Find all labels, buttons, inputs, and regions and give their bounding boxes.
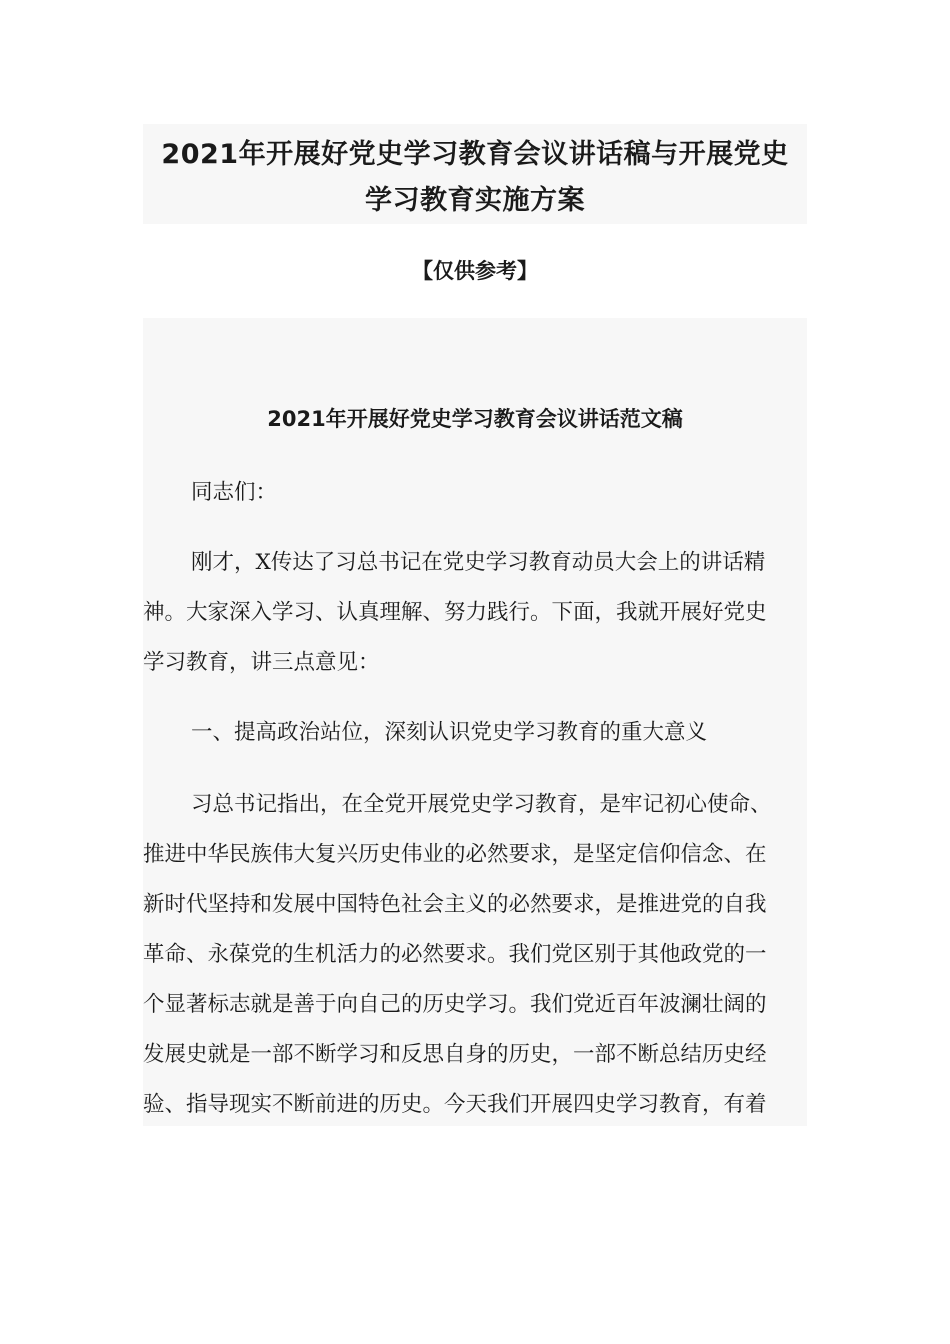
paragraph-line: 验、指导现实不断前进的历史。今天我们开展四史学习教育，有着 — [143, 1092, 767, 1117]
paragraph-line: 发展史就是一部不断学习和反思自身的历史，一部不断总结历史经 — [143, 1042, 767, 1067]
paragraph-line: 新时代坚持和发展中国特色社会主义的必然要求，是推进党的自我 — [143, 892, 767, 917]
document-body — [143, 318, 807, 1126]
title-line-2: 学习教育实施方案 — [365, 185, 585, 216]
salutation: 同志们： — [191, 480, 278, 505]
section-heading: 一、提高政治站位，深刻认识党史学习教育的重大意义 — [191, 720, 708, 745]
speech-subtitle: 2021年开展好党史学习教育会议讲话范文稿 — [267, 407, 683, 431]
paragraph-line: 学习教育，讲三点意见： — [143, 650, 380, 675]
paragraph-line: 推进中华民族伟大复兴历史伟业的必然要求，是坚定信仰信念、在 — [143, 842, 767, 867]
paragraph-line: 革命、永葆党的生机活力的必然要求。我们党区别于其他政党的一 — [143, 942, 767, 967]
title-line-1: 2021年开展好党史学习教育会议讲话稿与开展党史 — [161, 139, 789, 170]
paragraph-line: 个显著标志就是善于向自己的历史学习。我们党近百年波澜壮阔的 — [143, 992, 767, 1017]
paragraph-line: 刚才，X传达了习总书记在党史学习教育动员大会上的讲话精 — [191, 550, 766, 575]
paragraph-line: 习总书记指出，在全党开展党史学习教育，是牢记初心使命、 — [191, 792, 772, 817]
paragraph-line: 神。大家深入学习、认真理解、努力践行。下面，我就开展好党史 — [143, 600, 767, 625]
document-title — [143, 124, 807, 224]
reference-note: 【仅供参考】 — [412, 259, 538, 283]
